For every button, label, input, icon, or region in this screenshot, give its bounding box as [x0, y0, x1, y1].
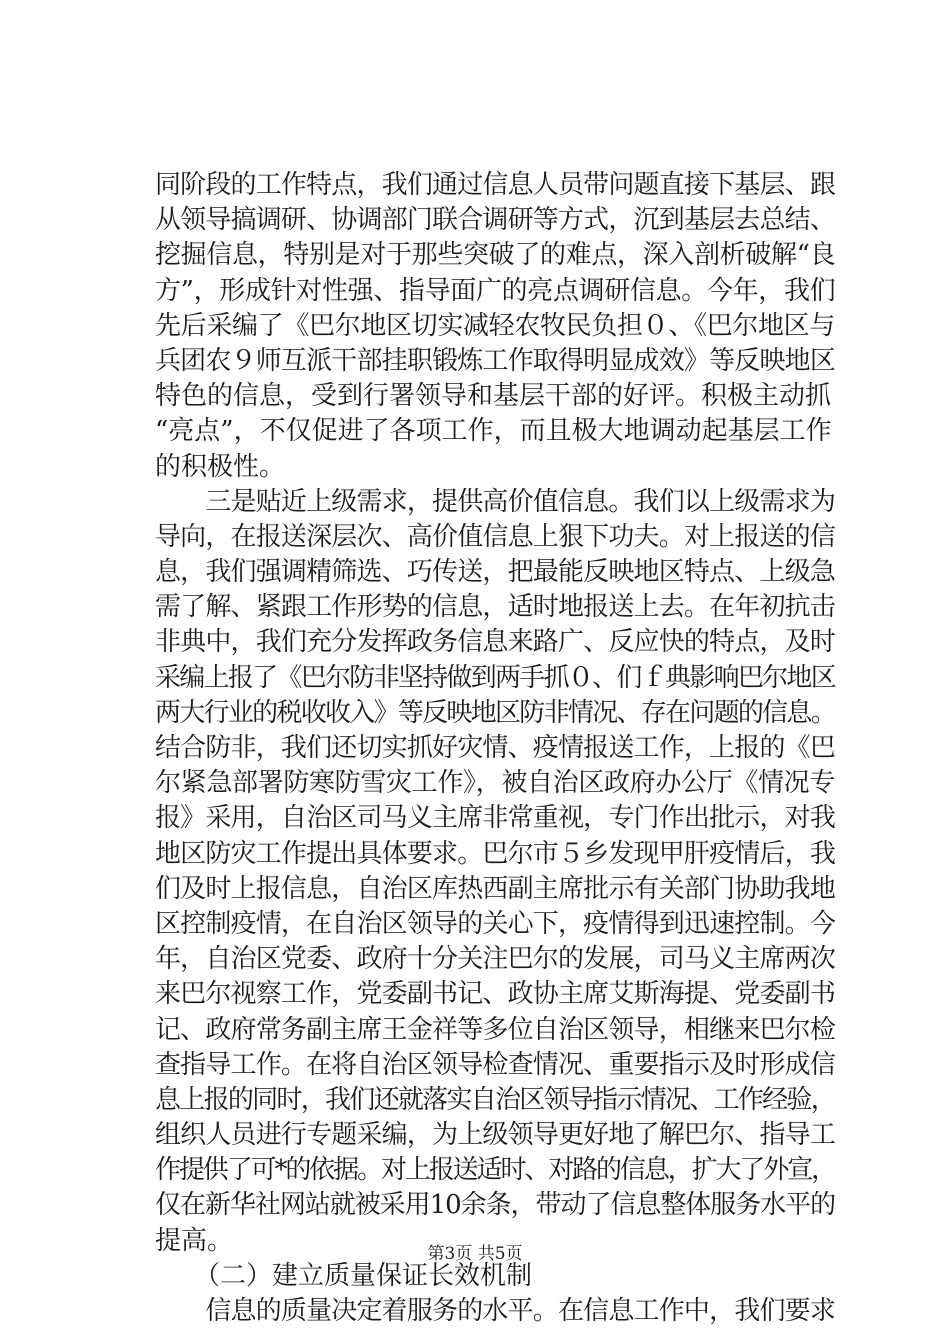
text-line: 信息的质量决定着服务的水平。在信息工作中，我们要求: [155, 1296, 836, 1326]
text-line: 的积极性。: [155, 451, 286, 482]
text-line: 三是贴近上级需求，提供高价值信息。我们以上级需求为: [155, 486, 836, 517]
text-line: 尔紧急部署防寒防雪灾工作》，被自治区政府办公厅《情况专: [155, 768, 836, 799]
text-line: 组织人员进行专题采编，为上级领导更好地了解巴尔、指导工: [155, 1120, 836, 1151]
text-line: “亮点”，不仅促进了各项工作，而且极大地调动起基层工作: [155, 416, 832, 447]
text-line: 方”，形成针对性强、指导面广的亮点调研信息。今年，我们: [155, 275, 836, 306]
text-line: 兵团农９师互派干部挂职锻炼工作取得明显成效》等反映地区: [155, 345, 836, 376]
text-line: 导向，在报送深层次、高价值信息上狠下功夫。对上报送的信: [155, 521, 836, 552]
text-line: 查指导工作。在将自治区领导检查情况、重要指示及时形成信: [155, 1049, 836, 1080]
text-line: 息上报的同时，我们还就落实自治区领导指示情况、工作经验，: [155, 1084, 836, 1115]
text-line: 挖掘信息，特别是对于那些突破了的难点，深入剖析破解“良: [155, 240, 836, 271]
body-text: [155, 168, 835, 1329]
text-line: 采编上报了《巴尔防非坚持做到两手抓０、们ｆ典影响巴尔地区: [155, 662, 836, 693]
text-line: 来巴尔视察工作，党委副书记、政协主席艾斯海提、党委副书: [155, 979, 836, 1010]
text-line: 提高。: [155, 1225, 234, 1256]
page-footer: 第3页 共5页: [427, 1244, 523, 1264]
text-line: 记、政府常务副主席王金祥等多位自治区领导，相继来巴尔检: [155, 1014, 836, 1045]
text-line: 先后采编了《巴尔地区切实减轻农牧民负担０、《巴尔地区与: [155, 310, 836, 341]
text-line: 从领导搞调研、协调部门联合调研等方式，沉到基层去总结、: [155, 205, 836, 236]
text-line: 非典中，我们充分发挥政务信息来路广、反应快的特点，及时: [155, 627, 836, 658]
text-line: 结合防非，我们还切实抓好灾情、疫情报送工作，上报的《巴: [155, 733, 836, 763]
text-line: 年，自治区党委、政府十分关注巴尔的发展，司马义主席两次: [155, 944, 836, 975]
text-line: 需了解、紧跟工作形势的信息，适时地报送上去。在年初抗击: [155, 592, 836, 623]
text-line: 报》采用，自治区司马义主席非常重视，专门作出批示，对我: [155, 803, 836, 834]
text-line: 两大行业的税收收入》等反映地区防非情况、存在问题的信息。: [155, 697, 836, 728]
text-line: 地区防灾工作提出具体要求。巴尔市５乡发现甲肝疫情后，我: [155, 838, 836, 869]
text-line: 仅在新华社网站就被采用10余条，带动了信息整体服务水平的: [155, 1190, 836, 1221]
text-line: 作提供了可*的依据。对上报送适时、对路的信息，扩大了外宣，: [155, 1155, 836, 1186]
text-line: （二）建立质量保证长效机制: [155, 1260, 533, 1291]
text-line: 同阶段的工作特点，我们通过信息人员带问题直接下基层、跟: [155, 170, 836, 200]
text-line: 区控制疫情，在自治区领导的关心下，疫情得到迅速控制。今: [155, 908, 836, 939]
text-line: 们及时上报信息，自治区库热西副主席批示有关部门协助我地: [155, 873, 836, 904]
text-line: 特色的信息，受到行署领导和基层干部的好评。积极主动抓: [155, 381, 832, 412]
text-line: 息，我们强调精筛选、巧传送，把最能反映地区特点、上级急: [155, 557, 836, 588]
